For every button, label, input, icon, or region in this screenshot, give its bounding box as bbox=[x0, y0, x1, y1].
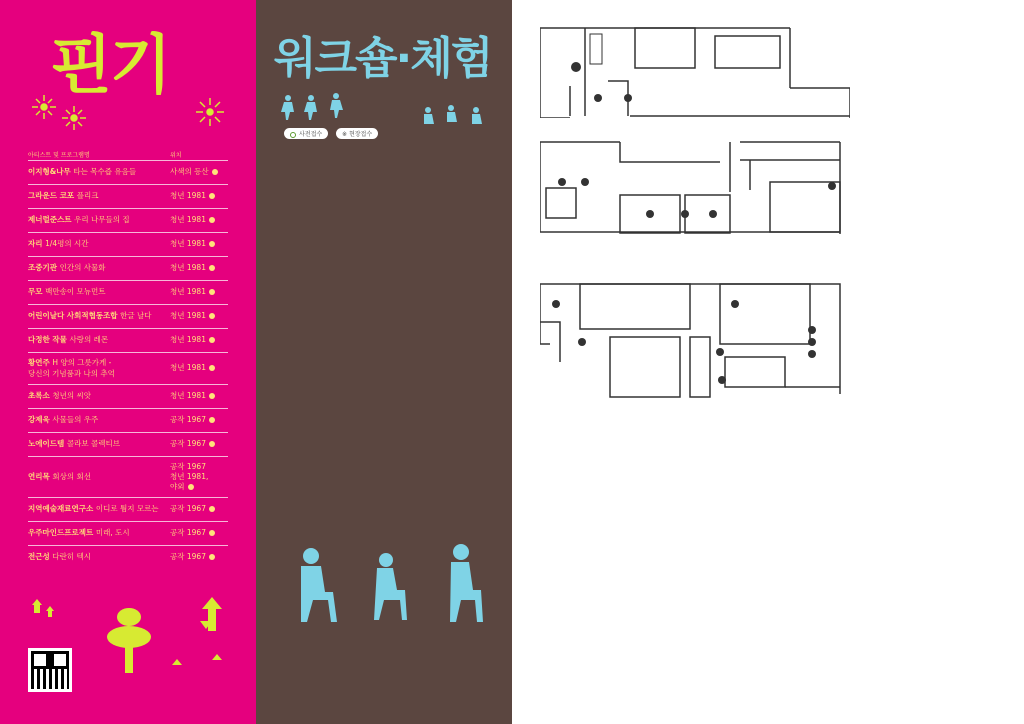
artist-program bbox=[28, 391, 170, 401]
table-row bbox=[28, 408, 228, 432]
artist-program bbox=[28, 552, 170, 562]
program-name: 한글 날다 bbox=[120, 311, 152, 321]
location-dot-icon bbox=[212, 169, 218, 175]
workshop-title: 워크숍·체험 bbox=[274, 33, 492, 84]
artist-program bbox=[28, 528, 170, 538]
program-name: 미래, 도시 bbox=[95, 528, 130, 538]
location-dot-icon bbox=[209, 217, 215, 223]
table-row bbox=[28, 497, 228, 521]
artist-program bbox=[28, 287, 170, 297]
qr-code[interactable] bbox=[28, 648, 72, 692]
location bbox=[170, 439, 228, 449]
legend-preregister: 사전접수 bbox=[284, 128, 328, 139]
location-dot-icon bbox=[209, 393, 215, 399]
table-row bbox=[28, 232, 228, 256]
location bbox=[170, 191, 228, 201]
location-text: 공작 1967 bbox=[170, 504, 206, 514]
location bbox=[170, 462, 228, 492]
artist-name: 전근성 bbox=[28, 552, 53, 562]
legend-onsite: ※ 현장접수 bbox=[336, 128, 378, 139]
program-name: 우리 나무들의 집 bbox=[74, 215, 130, 225]
firework-icon bbox=[190, 92, 230, 132]
artist-program bbox=[28, 504, 170, 514]
program-name: 인간의 사물화 bbox=[59, 263, 106, 273]
location-text: 공작 1967 청년 1981, 야외 bbox=[170, 461, 209, 492]
artist-name: 이지형&나무 bbox=[28, 167, 74, 177]
location-text: 청년 1981 bbox=[170, 239, 206, 249]
location-dot-icon bbox=[209, 313, 215, 319]
location-text: 청년 1981 bbox=[170, 287, 206, 297]
table-row bbox=[28, 545, 228, 569]
location bbox=[170, 552, 228, 562]
artist-name: 황연주 bbox=[28, 358, 53, 368]
location-text: 청년 1981 bbox=[170, 335, 206, 345]
location-text: 청년 1981 bbox=[170, 263, 206, 273]
location-text: 청년 1981 bbox=[170, 311, 206, 321]
location-text: 청년 1981 bbox=[170, 391, 206, 401]
table-header-location: 위치 bbox=[170, 152, 182, 159]
location bbox=[170, 263, 228, 273]
artist-name: 제너럴준스트 bbox=[28, 215, 75, 225]
artist-name: 우주마인드프로젝트 bbox=[28, 528, 96, 538]
floorplan-gongjak bbox=[540, 282, 850, 410]
program-name: 타는 목수즙 유음들 bbox=[73, 167, 137, 177]
exhibition-title: 핀기 bbox=[50, 29, 170, 103]
program-name: 청년의 씨앗 bbox=[52, 391, 91, 401]
table-row bbox=[28, 328, 228, 352]
artist-program bbox=[28, 358, 170, 378]
location bbox=[170, 363, 228, 373]
program-name: 플리크 bbox=[76, 191, 99, 201]
program-name: 백만송이 모뉴먼트 bbox=[45, 287, 106, 297]
table-row bbox=[28, 256, 228, 280]
artist-name: 자리 bbox=[28, 239, 46, 249]
floorplan-2f bbox=[540, 26, 850, 118]
artist-name: 무모 bbox=[28, 287, 46, 297]
program-name: 이디로 튐지 모르는 bbox=[95, 504, 159, 514]
location bbox=[170, 528, 228, 538]
workshop-panel bbox=[256, 0, 512, 724]
artist-name: 어린이날다 사회적협동조합 bbox=[28, 311, 121, 321]
location-dot-icon bbox=[209, 193, 215, 199]
location-dot-icon bbox=[209, 554, 215, 560]
program-name: H 양의 그릇가게 - 당신의 기념품과 나의 추억 bbox=[28, 358, 115, 378]
location-dot-icon bbox=[209, 265, 215, 271]
location bbox=[170, 504, 228, 514]
program-name: 사랑의 레몬 bbox=[69, 335, 109, 345]
artist-name: 다정한 작물 bbox=[28, 335, 70, 345]
location bbox=[170, 215, 228, 225]
location-dot-icon bbox=[209, 337, 215, 343]
chair-figures-illustration bbox=[281, 538, 491, 638]
artist-name: 그라운드 코포 bbox=[28, 191, 77, 201]
artist-program bbox=[28, 191, 170, 201]
location-text: 공작 1967 bbox=[170, 552, 206, 562]
location-dot-icon bbox=[209, 241, 215, 247]
exhibition-panel bbox=[0, 0, 256, 724]
artist-program bbox=[28, 415, 170, 425]
location bbox=[170, 287, 228, 297]
table-row bbox=[28, 208, 228, 232]
table-row bbox=[28, 352, 228, 384]
artist-name: 지역예술재료연구소 bbox=[28, 504, 96, 514]
location-dot-icon bbox=[209, 417, 215, 423]
program-name: 콜라보 콜렉티브 bbox=[66, 439, 120, 449]
table-row bbox=[28, 304, 228, 328]
artist-name: 연리목 bbox=[28, 471, 53, 481]
artist-name: 노에이드템 bbox=[28, 439, 67, 449]
location bbox=[170, 311, 228, 321]
location-text: 공작 1967 bbox=[170, 439, 206, 449]
artist-program bbox=[28, 311, 170, 321]
figures-illustration bbox=[276, 90, 496, 130]
table-row bbox=[28, 432, 228, 456]
map-calendar-panel bbox=[512, 0, 1024, 724]
artist-program bbox=[28, 263, 170, 273]
program-name: 사물들의 우주 bbox=[52, 415, 99, 425]
artist-program bbox=[28, 439, 170, 449]
location-dot-icon bbox=[209, 530, 215, 536]
table-row bbox=[28, 384, 228, 408]
artist-name: 초록소 bbox=[28, 391, 53, 401]
location-text: 공작 1967 bbox=[170, 528, 206, 538]
table-row bbox=[28, 184, 228, 208]
program-name: 회상의 회선 bbox=[52, 471, 91, 481]
location-dot-icon bbox=[209, 365, 215, 371]
location-dot-icon bbox=[209, 441, 215, 447]
artist-program bbox=[28, 239, 170, 249]
location bbox=[170, 335, 228, 345]
program-name: 1/4평의 시간 bbox=[45, 239, 89, 249]
table-row bbox=[28, 521, 228, 545]
table-row bbox=[28, 160, 228, 184]
location-dot-icon bbox=[209, 506, 215, 512]
table-row bbox=[28, 456, 228, 497]
location-text: 공작 1967 bbox=[170, 415, 206, 425]
artist-program bbox=[28, 167, 170, 177]
location bbox=[170, 239, 228, 249]
location-text: 청년 1981 bbox=[170, 363, 206, 373]
location-dot-icon bbox=[188, 484, 194, 490]
location-text: 사색의 등산 bbox=[170, 167, 209, 177]
location bbox=[170, 391, 228, 401]
artist-program bbox=[28, 335, 170, 345]
location bbox=[170, 415, 228, 425]
location-text: 청년 1981 bbox=[170, 215, 206, 225]
location bbox=[170, 167, 228, 177]
artist-name: 조중기관 bbox=[28, 263, 60, 273]
artist-program bbox=[28, 215, 170, 225]
location-text: 청년 1981 bbox=[170, 191, 206, 201]
table-row bbox=[28, 280, 228, 304]
table-header-artist: 아티스트 및 프로그램명 bbox=[28, 152, 90, 159]
artist-name: 강제욱 bbox=[28, 415, 53, 425]
location-dot-icon bbox=[209, 289, 215, 295]
floorplan-1f bbox=[540, 140, 850, 235]
program-name: 다란히 텍시 bbox=[52, 552, 91, 562]
firework-icon bbox=[30, 92, 90, 137]
artist-program bbox=[28, 472, 170, 482]
